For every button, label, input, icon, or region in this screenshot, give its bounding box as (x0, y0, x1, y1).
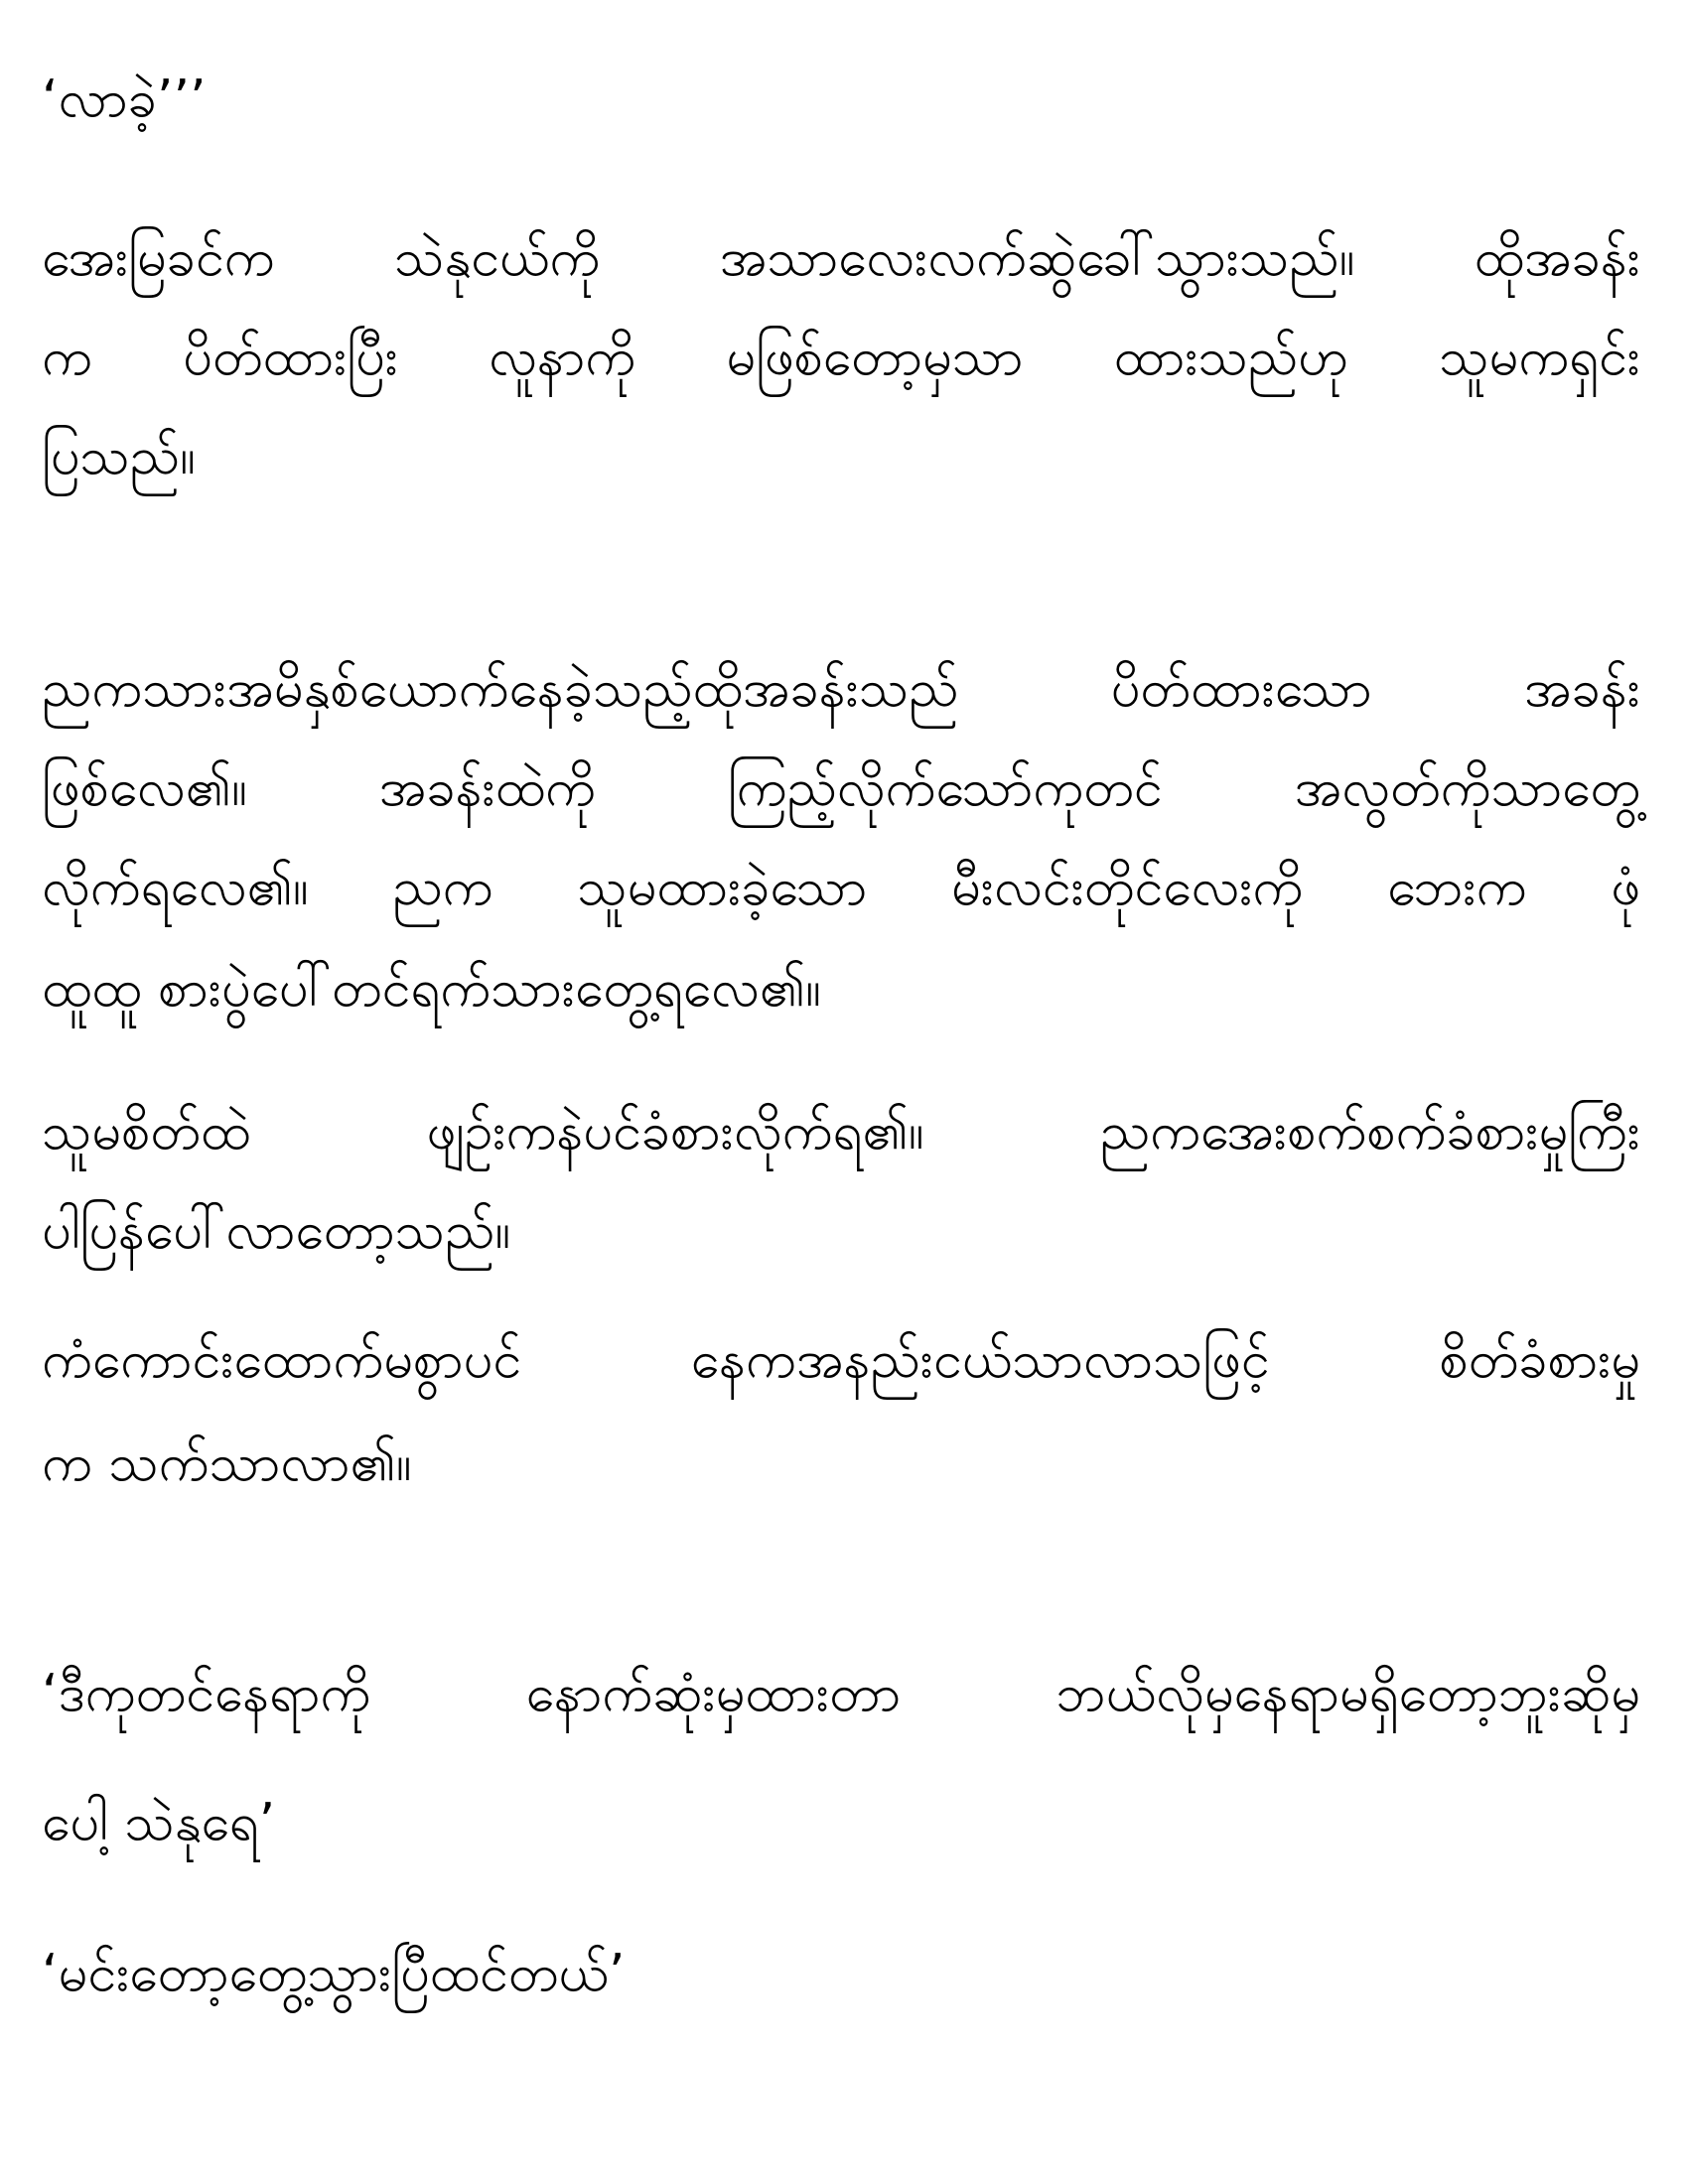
dialogue-line: ပေါ့ သဲနုရေ’ (42, 1793, 276, 1852)
dialogue-line: ‘လာခဲ့’’’ (42, 69, 207, 129)
paragraph-line: ထူထူ စားပွဲပေါ်တင်ရက်သားတွေ့ရလေ၏။ (42, 959, 821, 1019)
paragraph-line: ညကသားအမိနှစ်ယောက်နေခဲ့သည့်ထိုအခန်းသည် ပိတ်ထားသော အခန်း (42, 659, 1640, 719)
paragraph-line: က ပိတ်ထားပြီး လူနာကို မဖြစ်တော့မှသာ ထားသည်ဟု သူမကရှင်း (42, 328, 1640, 387)
dialogue-line: ‘ဒီကုတင်နေရာကို နောက်ဆုံးမှထားတာ ဘယ်လိုမှနေရာမရှိတော့ဘူးဆိုမှ (42, 1664, 1640, 1723)
paragraph-line: လိုက်ရလေ၏။ ညက သူမထားခဲ့သော မီးလင်းတိုင်လေးကို ဘေးက ဖုံ (42, 858, 1640, 917)
paragraph-line: က သက်သာလာ၏။ (42, 1433, 412, 1493)
paragraph-line: ဖြစ်လေ၏။ အခန်းထဲကို ကြည့်လိုက်သော်ကုတင် အလွတ်ကိုသာတွေ့ (42, 758, 1640, 818)
paragraph-line: ပါပြန်ပေါ်လာတော့သည်။ (42, 1201, 510, 1261)
dialogue-line: ‘မင်းတော့တွေ့သွားပြီထင်တယ်’ (42, 1944, 626, 2003)
paragraph-line: ပြသည်။ (42, 427, 196, 486)
paragraph-line: အေးမြခင်က သဲနုငယ်ကို အသာလေးလက်ဆွဲခေါ်သွားသည်။ ထိုအခန်း (42, 228, 1640, 288)
paragraph-line: ကံကောင်းထောက်မစွာပင် နေကအနည်းငယ်သာလာသဖြင့် စိတ်ခံစားမှု (42, 1330, 1640, 1390)
paragraph-line: သူမစိတ်ထဲ ဖျဉ်းကနဲပင်ခံစားလိုက်ရ၏။ ညကအေးစက်စက်ခံစားမှုကြီး (42, 1102, 1640, 1161)
